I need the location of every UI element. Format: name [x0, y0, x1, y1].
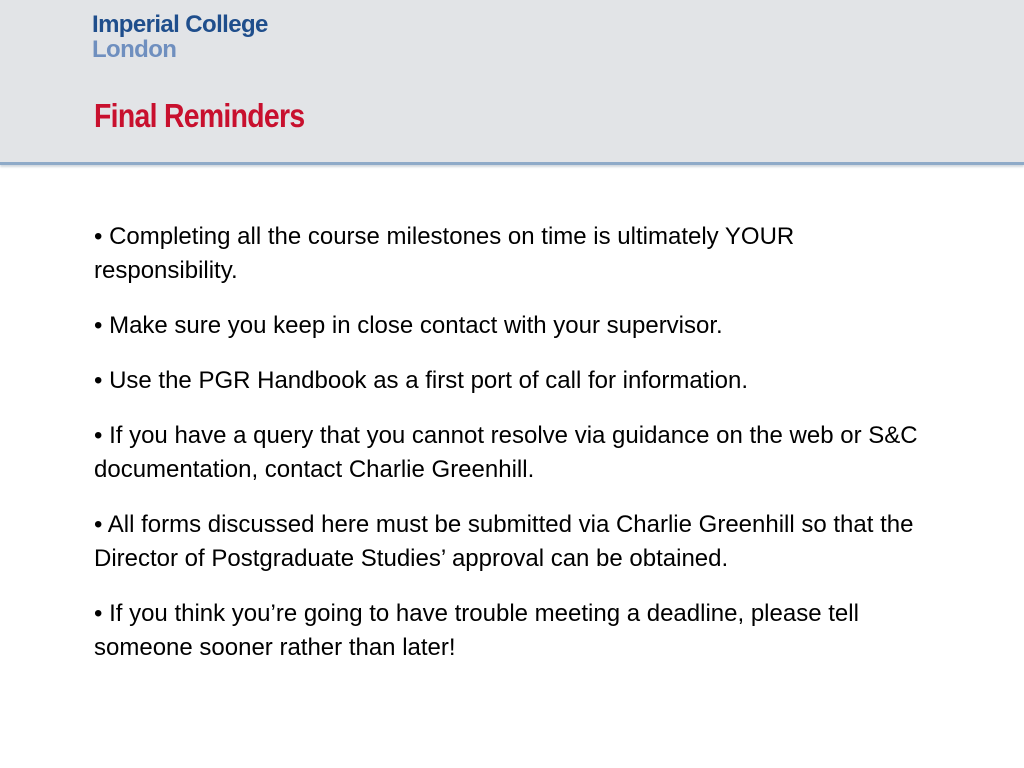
- slide-title: Final Reminders: [94, 97, 305, 134]
- logo-line-2: London: [92, 36, 177, 63]
- bullet-supervisor: • Make sure you keep in close contact with your supervisor.: [94, 312, 723, 339]
- bullet-deadline: • If you think you’re going to have trouble meeting a deadline, please tell someone sooner rather than later!: [94, 600, 859, 661]
- logo-line-1: Imperial College: [92, 11, 268, 38]
- bullet-handbook: • Use the PGR Handbook as a first port of call for information.: [94, 367, 749, 394]
- bullet-list: [94, 220, 944, 686]
- slide-header: [0, 0, 1024, 165]
- imperial-college-logo: [92, 12, 268, 62]
- bullet-milestones: • Completing all the course milestones on time is ultimately YOUR responsibility.: [94, 223, 795, 284]
- bullet-query: • If you have a query that you cannot resolve via guidance on the web or S&C documentation, contact Charlie Greenhill.: [94, 422, 918, 483]
- bullet-forms: • All forms discussed here must be submitted via Charlie Greenhill so that the Director of Postgraduate Studies’ approval can be obtained.: [94, 511, 914, 572]
